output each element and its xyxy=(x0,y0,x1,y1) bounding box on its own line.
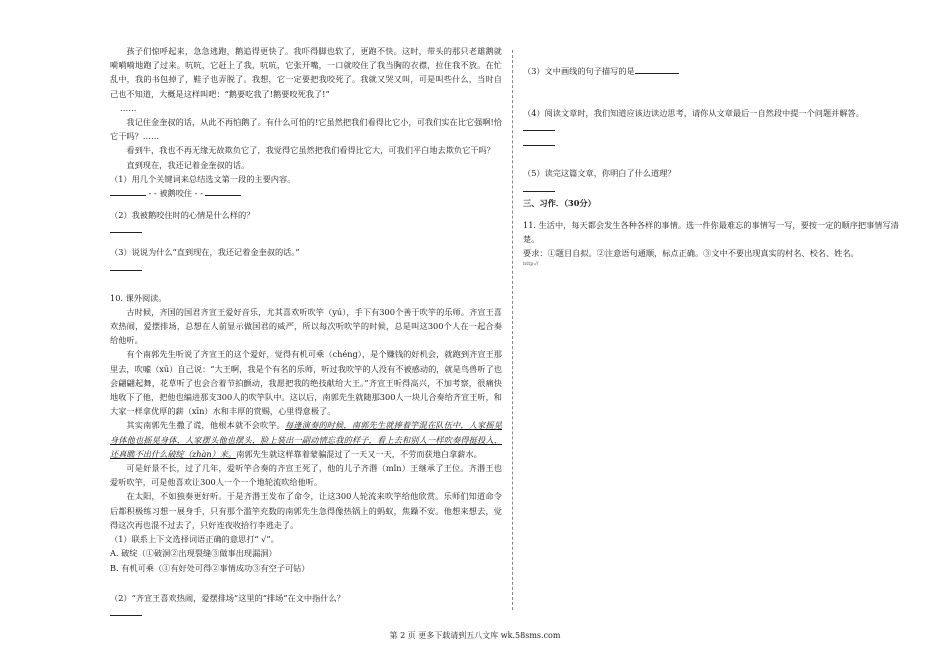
answer-line[interactable] xyxy=(523,120,555,131)
question-10-4: （4）阅读文章时，我们知道应该边读边思考，请你从文章最后一自然段中提一个问题并解答。 xyxy=(523,108,864,119)
left-column xyxy=(110,44,502,620)
right-column xyxy=(523,64,908,268)
passage2-paragraph: 古时候，齐国的国君齐宣王爱好音乐，尤其喜欢听吹竽（yú），手下有300个善于吹竽的乐师。齐宣王喜欢热闹，爱摆排场，总想在人前显示做国君的威严，所以每次听吹竽的时候，总是叫这300个人在一起合奏给他听。 xyxy=(110,306,502,346)
answer-line[interactable] xyxy=(523,135,555,146)
answer-blank[interactable] xyxy=(205,186,241,196)
passage2-paragraph: 有个南郭先生听说了齐宣王的这个爱好，觉得有机可乘（chéng），是个赚钱的好机会，就跑到齐宣王那里去，吹嘘（xū）自己说：“大王啊，我是个有名的乐师，听过我吹竽的人没有不被感动的，就是鸟兽听了也会翩翩起舞，花草听了也会合着节拍颤动，我愿把我的绝技献给大王。”齐宣王听得高兴，不加考察，很痛快地收下了他，把他也编进那支300人的吹竽队中。这以后，南郭先生就随那300人一块儿合奏给齐宣王听，和大家一样拿优厚的薪（xīn）水和丰厚的赏赐，心里得意极了。 xyxy=(110,349,502,417)
answer-line[interactable] xyxy=(110,605,142,616)
answer-line[interactable] xyxy=(523,181,555,192)
answer-line[interactable] xyxy=(110,260,142,271)
option-b: B. 有机可乘（①有好处可得②事情成功③有空子可钻） xyxy=(110,562,310,573)
answer-blank[interactable] xyxy=(110,186,146,196)
page-footer: 第 2 页 更多下载请到五八文库 wk.58sms.com xyxy=(389,631,561,640)
question-11-line: 11. 生活中，每天都会发生各种各样的事情。选一件你最难忘的事情写一写，要按一定的顺序把事情写清楚。 xyxy=(523,219,899,245)
question-3: （3）说说为什么“直到现在，我还记着金奎叔的话。” xyxy=(110,247,300,258)
question-2: （2）我被鹅咬住时的心情是什么样的？ xyxy=(110,210,255,221)
tiny-url-text: http:// xyxy=(523,261,539,268)
question-11-requirements: 要求：①题目自拟。②注意语句通顺，标点正确。③文中不要出现真实的村名、校名、姓名。 xyxy=(523,248,859,259)
underlined-sentence: 每逢演奏的时候，南郭先生就捧着竽混在队伍中，人家摇晃身体他也摇晃身体，人家摆头他也摆头，脸上装出一副动情忘我的样子，看上去和别人一样吹奏得挺投入，还真瞧不出什么破绽（zhàn）来。 xyxy=(110,420,502,459)
passage2-paragraph: 可是好景不长，过了几年，爱听竽合奏的齐宣王死了，他的儿子齐湣（mǐn）王继承了王位。齐湣王也爱听吹竽，可是他喜欢让300人一个一个地轮流吹给他听。 xyxy=(110,463,502,488)
question-10-5: （5）读完这篇文章，你明白了什么道理？ xyxy=(523,168,676,179)
section-3-heading: 三、习作．（30分） xyxy=(523,197,596,208)
column-divider xyxy=(512,50,513,610)
passage1-paragraph: 直到现在，我还记着金奎叔的话。 xyxy=(126,159,250,170)
option-a: A. 破绽（①破洞②出现裂缝③做事出现漏洞） xyxy=(110,548,277,559)
question-10-title: 10. 课外阅读。 xyxy=(110,292,167,303)
ellipsis-line: …… xyxy=(120,102,137,113)
passage2-paragraph xyxy=(110,418,502,461)
question-text: （3）文中画线的句子描写的是 xyxy=(523,66,635,76)
passage-text: 其实南郭先生撒了谎，他根本就不会吹竽。 xyxy=(126,420,286,431)
answer-line[interactable] xyxy=(110,222,142,233)
passage1-paragraph: 孩子们惊呼起来，急急逃跑，鹅追得更快了。我吓得脚也软了，更跑不快。这时，带头的那只老雄鹅就嗬嗬嗬地跑了过来。吭吭，它赶上了我，吭吭，它张开嘴，一口就咬住了我当胸的衣襟，拉住我不放。在忙乱中，我的书包掉了，鞋子也弄脱了。我想，它一定要把我咬死了。我就又哭又叫，可是叫些什么，当时自己也不知道，大概是这样叫吧：“鹅要吃我了!鹅要咬死我了!” xyxy=(110,46,502,99)
question-1: （1）用几个关键词来总结选文第一段的主要内容。 xyxy=(110,173,296,184)
question-10-1: （1）联系上下文选择词语正确的意思打“ √”。 xyxy=(110,534,279,545)
question-10-2: （2）“齐宣王喜欢热闹，爱摆排场”这里的“排场”在文中指什么？ xyxy=(110,592,345,603)
passage-text: 南郭先生就这样靠着蒙骗混过了一天又一天，不劳而获地白拿薪水。 xyxy=(236,448,482,459)
answer-blank[interactable] xyxy=(635,64,679,74)
answer-hint: - - 被鹅咬住 - - xyxy=(148,188,203,199)
question-10-3 xyxy=(523,64,908,78)
question-1-answer-row xyxy=(110,186,502,200)
passage1-paragraph: 看到牛，我也不再无缘无故欺负它了，我觉得它虽然把我们看得比它大，可我们平白地去欺负它干吗？ xyxy=(126,145,495,156)
passage1-paragraph: 我记住金奎叔的话，从此不再怕鹅了。有什么可怕的!它虽然把我们看得比它小，可我们实在比它强啊!恰它干吗？…… xyxy=(110,117,502,142)
passage2-paragraph: 在太阳，不如独奏更好听。于是齐湣王发布了命令，让这300人轮流来吹竽给他欣赏。乐师们知道命令后都积极练习想一展身手，只有那个滥竽充数的南郭先生急得像热锅上的蚂蚁，焦躁不安。他想来想去，觉得这次再也混不过去了，只好连夜收拾行李逃走了。 xyxy=(110,491,502,530)
